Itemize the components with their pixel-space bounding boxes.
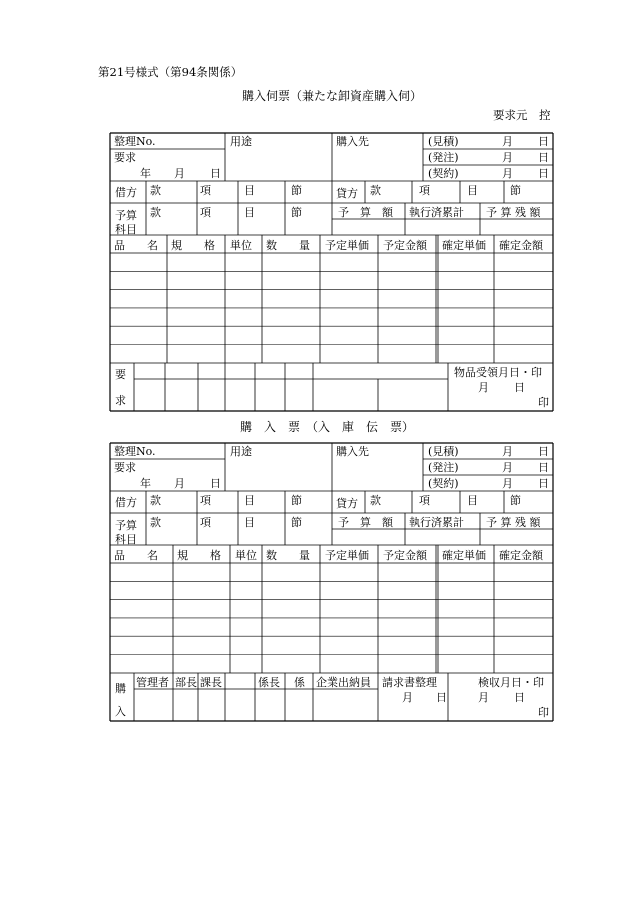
kounyuu-vertical-label-1: 購 xyxy=(115,682,126,695)
col-kikaku-header: 規 格 xyxy=(171,239,215,252)
month-label: 月 xyxy=(502,167,513,180)
stamp-month: 月 xyxy=(478,691,489,704)
setsu-label: 節 xyxy=(291,516,302,529)
day-label: 日 xyxy=(210,477,221,490)
keiyaku-label: (契約) xyxy=(428,477,459,490)
day-label: 日 xyxy=(538,151,549,164)
shikkou-label: 執行済累計 xyxy=(409,206,464,219)
col-yotei-tanka-header: 予定単価 xyxy=(325,549,369,562)
yosan-label: 予算 xyxy=(115,519,137,532)
kounyuusaki-label: 購入先 xyxy=(336,445,369,458)
stamp-title: 検収月日・印 xyxy=(478,676,544,689)
year-label: 年 xyxy=(140,167,151,180)
col-kakutei-tanka-header: 確定単価 xyxy=(442,549,486,562)
mitsumori-label: (見積) xyxy=(428,445,459,458)
kashikata-label: 貸方 xyxy=(336,497,358,510)
kan-label: 款 xyxy=(150,494,161,507)
col-tani-header: 単位 xyxy=(235,549,257,562)
stamp-day: 日 xyxy=(514,381,525,394)
kounyuusaki-label: 購入先 xyxy=(336,135,369,148)
stamp-month: 月 xyxy=(478,381,489,394)
kashikata-label: 貸方 xyxy=(336,187,358,200)
setsu-label: 節 xyxy=(291,206,302,219)
copy-label: 要求元 控 xyxy=(493,108,551,122)
form-number-label: 第21号様式（第94条関係） xyxy=(98,65,243,79)
karikata-label: 借方 xyxy=(115,186,137,199)
seiri-no-label: 整理No. xyxy=(114,445,156,458)
day-label: 日 xyxy=(538,135,549,148)
stamp-day: 日 xyxy=(514,691,525,704)
col-kakutei-tanka-header: 確定単価 xyxy=(442,239,486,252)
col-yotei-kingaku-header: 予定金額 xyxy=(383,549,427,562)
kachou-label: 課長 xyxy=(200,676,222,689)
col-suuryou-header: 数 量 xyxy=(266,549,310,562)
kou-label: 項 xyxy=(200,184,211,197)
mitsumori-label: (見積) xyxy=(428,135,459,148)
moku-label: 目 xyxy=(467,494,478,507)
buchou-label: 部長 xyxy=(175,676,197,689)
setsu-label: 節 xyxy=(510,494,521,507)
kamoku-label: 科目 xyxy=(115,223,137,236)
setsu-label: 節 xyxy=(291,494,302,507)
youkyuu-label: 要求 xyxy=(114,151,136,164)
hacchuu-label: (発注) xyxy=(428,151,459,164)
kamoku-label: 科目 xyxy=(115,533,137,546)
suitouin-label: 企業出納員 xyxy=(316,676,371,689)
month-label: 月 xyxy=(502,461,513,474)
seikyuusho-label: 請求書整理 xyxy=(382,676,437,689)
col-hinmei-header: 品 名 xyxy=(114,549,158,562)
moku-label: 目 xyxy=(244,516,255,529)
col-kikaku-header: 規 格 xyxy=(177,549,221,562)
month-label: 月 xyxy=(174,477,185,490)
kounyuu-vertical-label-2: 入 xyxy=(115,705,126,718)
youto-label: 用途 xyxy=(230,445,252,458)
kou-label: 項 xyxy=(419,494,430,507)
purchase-slip-form xyxy=(110,443,553,721)
hacchuu-label: (発注) xyxy=(428,461,459,474)
kou-label: 項 xyxy=(419,184,430,197)
kou-label: 項 xyxy=(200,494,211,507)
month-label: 月 xyxy=(174,167,185,180)
year-label: 年 xyxy=(140,477,151,490)
month-label: 月 xyxy=(502,151,513,164)
col-suuryou-header: 数 量 xyxy=(266,239,310,252)
col-hinmei-header: 品 名 xyxy=(114,239,158,252)
moku-label: 目 xyxy=(244,184,255,197)
seiri-no-label: 整理No. xyxy=(114,135,156,148)
youkyuu-vertical-label-2: 求 xyxy=(115,394,126,407)
kan-label: 款 xyxy=(150,184,161,197)
stamp-in: 印 xyxy=(538,706,549,719)
stamp-title: 物品受領月日・印 xyxy=(454,366,542,379)
keiyaku-label: (契約) xyxy=(428,167,459,180)
kakari-label: 係 xyxy=(294,676,305,689)
zangaku-label: 予 算 残 額 xyxy=(486,206,541,219)
form1-title: 購入伺票（兼たな卸資産購入伺） xyxy=(242,89,423,103)
moku-label: 目 xyxy=(244,206,255,219)
month-label: 月 xyxy=(502,477,513,490)
stamp-in: 印 xyxy=(538,396,549,409)
kanrisha-label: 管理者 xyxy=(136,676,169,689)
kan-label: 款 xyxy=(150,516,161,529)
kan-label: 款 xyxy=(370,184,381,197)
moku-label: 目 xyxy=(244,494,255,507)
col-tani-header: 単位 xyxy=(230,239,252,252)
zangaku-label: 予 算 残 額 xyxy=(486,516,541,529)
day-label: 日 xyxy=(210,167,221,180)
shikkou-label: 執行済累計 xyxy=(409,516,464,529)
kou-label: 項 xyxy=(200,516,211,529)
moku-label: 目 xyxy=(467,184,478,197)
col-yotei-tanka-header: 予定単価 xyxy=(325,239,369,252)
month-label: 月 xyxy=(502,135,513,148)
col-kakutei-kingaku-header: 確定金額 xyxy=(499,549,543,562)
purchase-request-form xyxy=(110,133,553,411)
kou-label: 項 xyxy=(200,206,211,219)
day-label: 日 xyxy=(538,445,549,458)
yosangaku-label: 予 算 額 xyxy=(338,516,393,529)
form2-title: 購 入 票 （入 庫 伝 票） xyxy=(240,420,415,434)
yosan-label: 予算 xyxy=(115,209,137,222)
kan-label: 款 xyxy=(150,206,161,219)
month-label: 月 xyxy=(502,445,513,458)
setsu-label: 節 xyxy=(510,184,521,197)
kakarichou-label: 係長 xyxy=(258,676,280,689)
youkyuu-vertical-label-1: 要 xyxy=(115,368,126,381)
youto-label: 用途 xyxy=(230,135,252,148)
karikata-label: 借方 xyxy=(115,496,137,509)
setsu-label: 節 xyxy=(291,184,302,197)
youkyuu-label: 要求 xyxy=(114,461,136,474)
seikyuu-day: 日 xyxy=(436,691,447,704)
day-label: 日 xyxy=(538,167,549,180)
col-kakutei-kingaku-header: 確定金額 xyxy=(499,239,543,252)
kan-label: 款 xyxy=(370,494,381,507)
col-yotei-kingaku-header: 予定金額 xyxy=(383,239,427,252)
yosangaku-label: 予 算 額 xyxy=(338,206,393,219)
day-label: 日 xyxy=(538,477,549,490)
day-label: 日 xyxy=(538,461,549,474)
seikyuu-month: 月 xyxy=(402,691,413,704)
